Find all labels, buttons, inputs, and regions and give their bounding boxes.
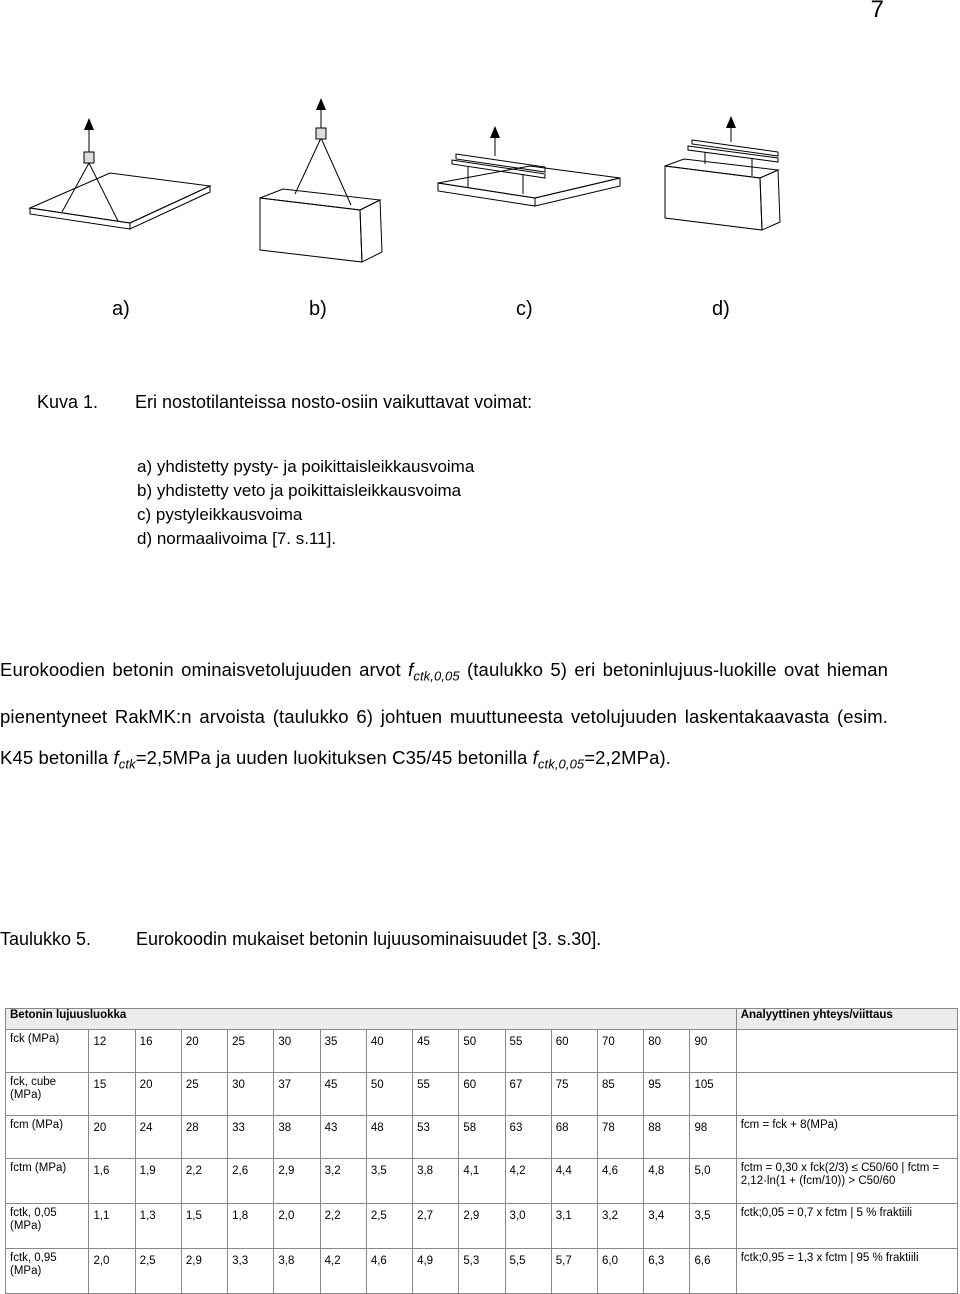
table-cell: 5,3 — [459, 1249, 505, 1294]
table-cell: 33 — [228, 1116, 274, 1159]
figure-label-b: b) — [309, 298, 327, 320]
row-relation: fctk;0,05 = 0,7 x fctm | 5 % fraktiili — [736, 1204, 957, 1249]
table-cell: 67 — [505, 1073, 551, 1116]
table-cell: 88 — [644, 1116, 690, 1159]
table-cell: 68 — [551, 1116, 597, 1159]
table-header-left: Betonin lujuusluokka — [6, 1009, 737, 1030]
table-cell: 6,6 — [690, 1249, 736, 1294]
table-cell: 25 — [181, 1073, 227, 1116]
row-relation: fctk;0,95 = 1,3 x fctm | 95 % fraktiili — [736, 1249, 957, 1294]
table-cell: 37 — [274, 1073, 320, 1116]
symbol-f: f — [113, 746, 119, 768]
table-cell: 90 — [690, 1030, 736, 1073]
table-cell: 2,5 — [366, 1204, 412, 1249]
table-cell: 3,0 — [505, 1204, 551, 1249]
table-cell: 75 — [551, 1073, 597, 1116]
table-caption-number: Taulukko 5. — [0, 929, 92, 949]
table-cell: 4,4 — [551, 1159, 597, 1204]
paragraph-text-2: (taulukko 5) eri betoninlujuus-luokille ovat hieman pienentyneet RakMK:n arvoista (taulukko 6) johtuen muuttuneesta vetolujuuden laskentakaavasta (esim. K45 betonilla — [0, 659, 889, 768]
table-cell: 2,2 — [181, 1159, 227, 1204]
figure-label-a: a) — [112, 298, 130, 320]
table-row — [6, 1159, 958, 1204]
table-cell: 98 — [690, 1116, 736, 1159]
caption-item-d: d) normaalivoima [7. s.11]. — [137, 529, 337, 548]
caption-item-c: c) pystyleikkausvoima — [137, 505, 303, 524]
table-cell: 15 — [89, 1073, 135, 1116]
caption-item-a: a) yhdistetty pysty- ja poikittaisleikkausvoima — [137, 457, 475, 476]
table-cell: 55 — [505, 1030, 551, 1073]
paragraph-text-3: =2,5MPa ja uuden luokituksen C35/45 betonilla — [135, 746, 533, 768]
page-number: 7 — [870, 0, 884, 23]
figure-label-c: c) — [516, 298, 533, 320]
table-cell: 3,5 — [366, 1159, 412, 1204]
table-caption-text: Eurokoodin mukaiset betonin lujuusominaisuudet [3. s.30]. — [136, 929, 602, 949]
symbol-f: f — [408, 659, 414, 680]
table-cell: 3,2 — [320, 1159, 366, 1204]
row-label: fck, cube (MPa) — [6, 1073, 89, 1116]
row-label: fctk, 0,05 (MPa) — [6, 1204, 89, 1249]
figure-caption-text: Eri nostotilanteissa nosto-osiin vaikuttavat voimat: — [135, 392, 533, 412]
caption-item-b: b) yhdistetty veto ja poikittaisleikkausvoima — [137, 481, 462, 500]
table-cell: 3,3 — [228, 1249, 274, 1294]
paragraph-text-4: =2,2MPa). — [584, 746, 671, 768]
table-cell: 60 — [459, 1073, 505, 1116]
table-cell: 1,9 — [135, 1159, 181, 1204]
table-cell: 25 — [228, 1030, 274, 1073]
table-row — [6, 1204, 958, 1249]
table-cell: 38 — [274, 1116, 320, 1159]
table-cell: 4,1 — [459, 1159, 505, 1204]
lifting-figure — [0, 90, 960, 330]
table-cell: 4,6 — [366, 1249, 412, 1294]
table-row — [6, 1116, 958, 1159]
table-cell: 78 — [598, 1116, 644, 1159]
table-cell: 20 — [181, 1030, 227, 1073]
table-cell: 4,2 — [505, 1159, 551, 1204]
body-paragraph — [0, 650, 888, 785]
table-header-right: Analyyttinen yhteys/viittaus — [736, 1009, 957, 1030]
table-row — [6, 1030, 958, 1073]
table-cell: 24 — [135, 1116, 181, 1159]
table-cell: 28 — [181, 1116, 227, 1159]
row-relation: fctm = 0,30 x fck(2/3) ≤ C50/60 | fctm = 2,12·ln(1 + (fcm/10)) > C50/60 — [736, 1159, 957, 1204]
table-cell: 50 — [366, 1073, 412, 1116]
table-cell: 58 — [459, 1116, 505, 1159]
table-header-row — [6, 1009, 958, 1030]
table-cell: 16 — [135, 1030, 181, 1073]
table-cell: 6,3 — [644, 1249, 690, 1294]
paragraph-text-1: Eurokoodien betonin ominaisvetolujuuden arvot — [0, 659, 409, 680]
strength-table — [5, 1008, 958, 1277]
table-cell: 4,8 — [644, 1159, 690, 1204]
table-cell: 30 — [228, 1073, 274, 1116]
figure-caption-list — [137, 455, 474, 551]
figure-a-drawing — [30, 118, 210, 229]
table-cell: 2,2 — [320, 1204, 366, 1249]
table-cell: 2,9 — [274, 1159, 320, 1204]
row-label: fctm (MPa) — [6, 1159, 89, 1204]
figure-label-d: d) — [712, 298, 730, 320]
table-cell: 4,6 — [598, 1159, 644, 1204]
table-cell: 2,0 — [89, 1249, 135, 1294]
table-cell: 3,1 — [551, 1204, 597, 1249]
table-cell: 6,0 — [598, 1249, 644, 1294]
table-cell: 60 — [551, 1030, 597, 1073]
table-cell: 3,4 — [644, 1204, 690, 1249]
table-cell: 4,2 — [320, 1249, 366, 1294]
table-cell: 5,5 — [505, 1249, 551, 1294]
table-row — [6, 1073, 958, 1116]
table-cell: 70 — [598, 1030, 644, 1073]
table-cell: 1,5 — [181, 1204, 227, 1249]
table-cell: 45 — [413, 1030, 459, 1073]
table-cell: 48 — [366, 1116, 412, 1159]
figure-d-drawing — [665, 116, 780, 230]
table-cell: 5,0 — [690, 1159, 736, 1204]
table-cell: 2,9 — [459, 1204, 505, 1249]
symbol-f: f — [532, 746, 538, 768]
symbol-subscript: ctk,0,05 — [413, 668, 460, 684]
table-cell: 55 — [413, 1073, 459, 1116]
figure-caption-number: Kuva 1. — [37, 392, 99, 412]
table-cell: 43 — [320, 1116, 366, 1159]
figure-caption — [37, 392, 532, 413]
table-cell: 105 — [690, 1073, 736, 1116]
table-cell: 95 — [644, 1073, 690, 1116]
row-relation — [736, 1073, 957, 1116]
table-cell: 85 — [598, 1073, 644, 1116]
table-cell: 35 — [320, 1030, 366, 1073]
row-label: fctk, 0,95 (MPa) — [6, 1249, 89, 1294]
table-cell: 2,6 — [228, 1159, 274, 1204]
symbol-subscript: ctk,0,05 — [537, 756, 585, 772]
row-relation: fcm = fck + 8(MPa) — [736, 1116, 957, 1159]
table-cell: 2,0 — [274, 1204, 320, 1249]
table-cell: 45 — [320, 1073, 366, 1116]
table-cell: 20 — [135, 1073, 181, 1116]
table-cell: 63 — [505, 1116, 551, 1159]
row-relation — [736, 1030, 957, 1073]
table-cell: 1,3 — [135, 1204, 181, 1249]
table-cell: 3,2 — [598, 1204, 644, 1249]
table-cell: 3,8 — [274, 1249, 320, 1294]
table-cell: 5,7 — [551, 1249, 597, 1294]
table-cell: 30 — [274, 1030, 320, 1073]
table-row — [6, 1249, 958, 1294]
table-cell: 1,1 — [89, 1204, 135, 1249]
table-cell: 2,9 — [181, 1249, 227, 1294]
table-cell: 3,8 — [413, 1159, 459, 1204]
table-cell: 3,5 — [690, 1204, 736, 1249]
table-cell: 50 — [459, 1030, 505, 1073]
symbol-subscript: ctk — [118, 756, 136, 772]
table-cell: 12 — [89, 1030, 135, 1073]
table-cell: 1,6 — [89, 1159, 135, 1204]
table-cell: 2,5 — [135, 1249, 181, 1294]
table-cell: 1,8 — [228, 1204, 274, 1249]
row-label: fcm (MPa) — [6, 1116, 89, 1159]
figure-c-drawing — [438, 126, 620, 206]
table-cell: 2,7 — [413, 1204, 459, 1249]
figure-b-drawing — [260, 98, 382, 262]
table-caption — [0, 929, 601, 950]
table-cell: 4,9 — [413, 1249, 459, 1294]
table-cell: 80 — [644, 1030, 690, 1073]
table-cell: 40 — [366, 1030, 412, 1073]
table-cell: 53 — [413, 1116, 459, 1159]
table-cell: 20 — [89, 1116, 135, 1159]
row-label: fck (MPa) — [6, 1030, 89, 1073]
